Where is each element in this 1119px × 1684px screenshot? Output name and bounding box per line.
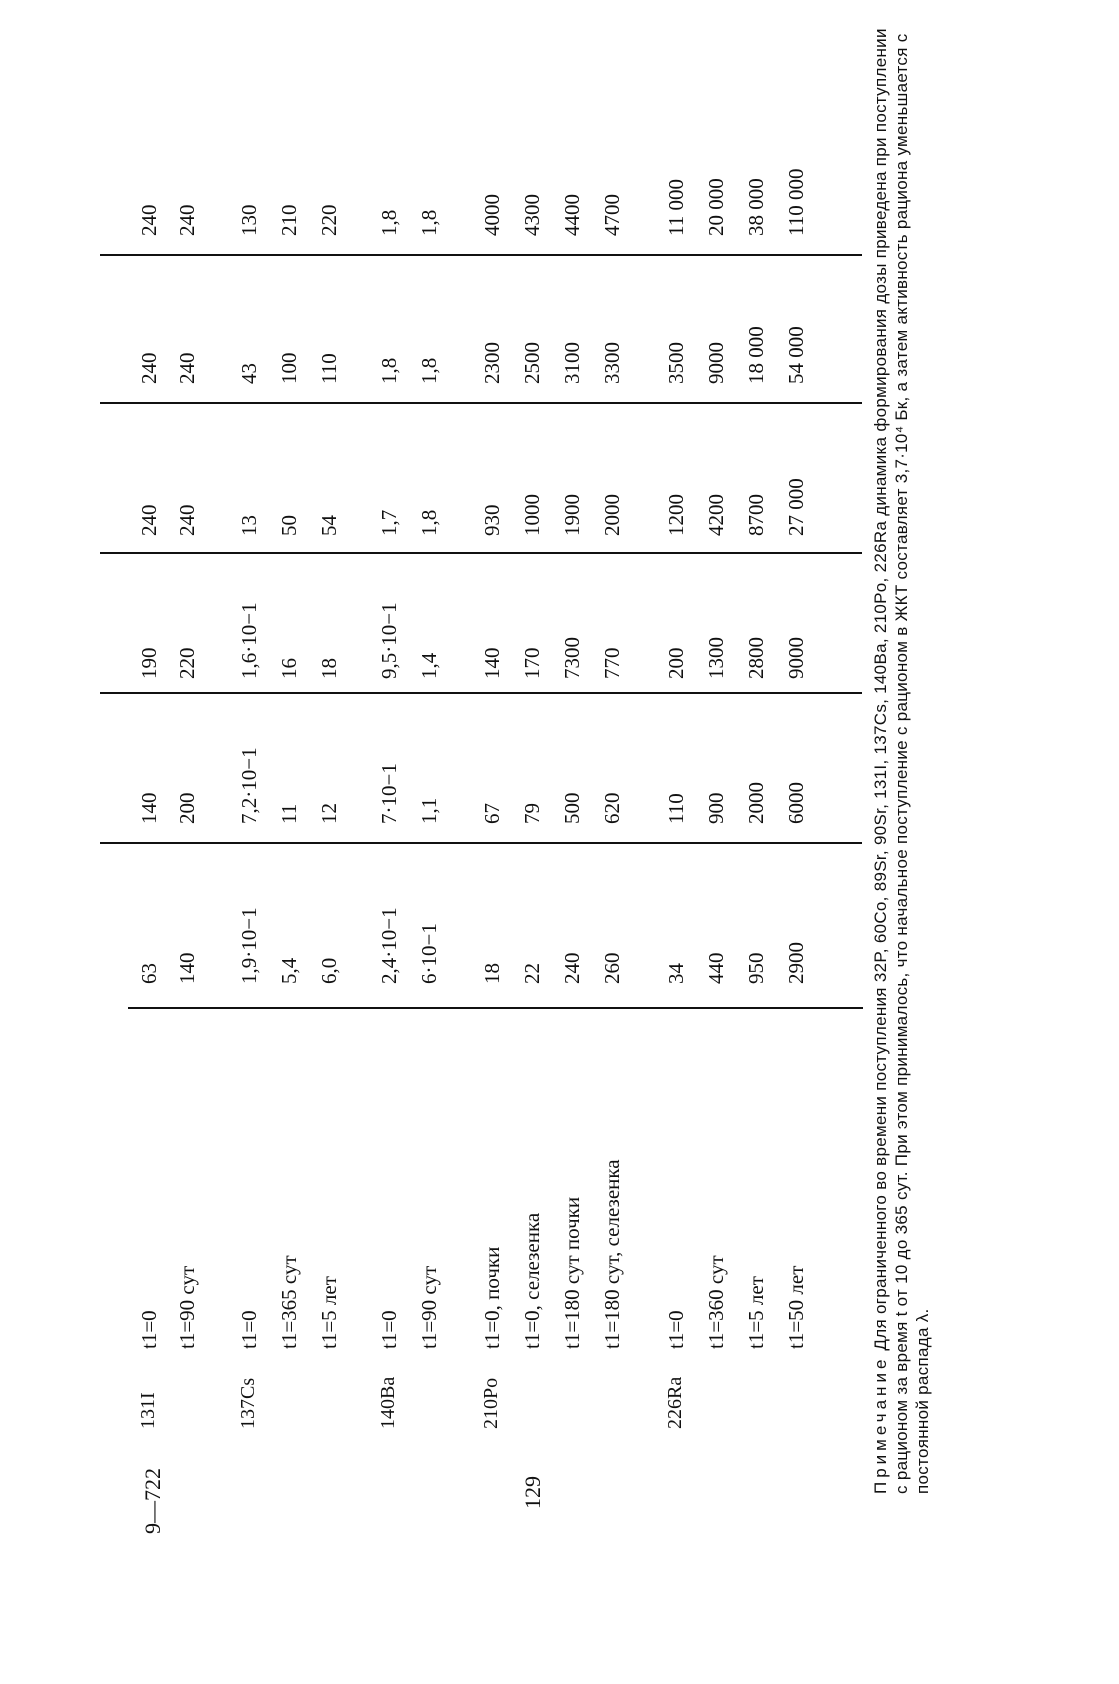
table-cell: 1900 (560, 494, 584, 536)
nuclide-label: 137Cs (237, 1377, 259, 1429)
table-cell: 620 (600, 792, 624, 824)
table-cell: 1,4 (417, 652, 441, 679)
note-text: Для ограниченного во времени поступления 32P, 60Co, 89Sr, 90Sr, 131I, 137Cs, 140Ba, 210Po, 226Ra динамика формирования дозы приведена при поступлении с рационом за время t от 10 до 365 сут. При этом принималось, что начальное поступление с рационом в ЖКТ составляет 3,7·10⁴ Бк, а затем активность рациона уменьшается с постоянной распада λ. (871, 28, 932, 1494)
table-cell: 13 (237, 515, 261, 536)
table-cell: 4200 (704, 494, 728, 536)
table-cell: 27 000 (784, 478, 808, 536)
table-cell: 16 (277, 658, 301, 679)
table-cell: 1,1 (417, 797, 441, 824)
table-cell: 240 (137, 204, 161, 236)
condition-label: t1=90 сут (175, 1265, 199, 1349)
table-cell: 130 (237, 204, 261, 236)
table-rule-2 (100, 692, 862, 694)
table-cell: 100 (277, 352, 301, 384)
table-cell: 18 (317, 658, 341, 679)
table-cell: 7300 (560, 637, 584, 679)
table-cell: 140 (175, 952, 199, 984)
table-cell: 67 (480, 803, 504, 824)
table-cell: 43 (237, 363, 261, 384)
table-cell: 6000 (784, 782, 808, 824)
condition-label: t1=0 (664, 1310, 688, 1349)
table-cell: 110 (664, 793, 688, 824)
table-cell: 79 (520, 803, 544, 824)
table-rule-1 (100, 842, 862, 844)
page-number: 129 (520, 1476, 545, 1509)
table-cell: 38 000 (744, 178, 768, 236)
table-cell: 3100 (560, 342, 584, 384)
table-cell: 12 (317, 803, 341, 824)
table-cell: 1,8 (417, 509, 441, 536)
table-cell: 11 000 (664, 179, 688, 236)
table-rule-3 (100, 552, 862, 554)
condition-label: t1=180 сут, селезенка (600, 1159, 624, 1349)
condition-label: t1=0 (137, 1310, 161, 1349)
condition-label: t1=5 лет (744, 1276, 768, 1349)
table-rule-left (128, 1007, 863, 1009)
table-cell: 1,8 (377, 357, 401, 384)
table-cell: 54 000 (784, 326, 808, 384)
table-cell: 2800 (744, 637, 768, 679)
table-cell: 110 000 (784, 168, 808, 236)
nuclide-label: 131I (137, 1392, 159, 1429)
note-lead: Примечание (871, 1355, 890, 1494)
table-cell: 9000 (704, 342, 728, 384)
table-cell: 170 (520, 647, 544, 679)
table-cell: 240 (137, 504, 161, 536)
table-cell: 22 (520, 963, 544, 984)
table-rule-4 (100, 402, 862, 404)
table-cell: 5,4 (277, 957, 301, 984)
condition-label: t1=5 лет (317, 1276, 341, 1349)
condition-label: t1=0 (377, 1310, 401, 1349)
table-cell: 1300 (704, 637, 728, 679)
table-cell: 500 (560, 792, 584, 824)
condition-label: t1=0 (237, 1310, 261, 1349)
table-cell: 50 (277, 515, 301, 536)
table-cell: 240 (175, 504, 199, 536)
table-cell: 220 (175, 647, 199, 679)
table-cell: 110 (317, 353, 341, 384)
table-cell: 260 (600, 952, 624, 984)
table-cell: 1,9·10−1 (237, 907, 261, 984)
table-cell: 140 (137, 792, 161, 824)
condition-label: t1=365 сут (277, 1255, 301, 1349)
table-cell: 4000 (480, 194, 504, 236)
table-cell: 1000 (520, 494, 544, 536)
table-cell: 4400 (560, 194, 584, 236)
table-cell: 34 (664, 963, 688, 984)
table-cell: 1,8 (417, 357, 441, 384)
table-cell: 7,2·10−1 (237, 747, 261, 824)
table-cell: 1,8 (417, 209, 441, 236)
table-cell: 7·10−1 (377, 763, 401, 824)
table-cell: 9000 (784, 637, 808, 679)
table-cell: 2,4·10−1 (377, 907, 401, 984)
condition-label: t1=50 лет (784, 1265, 808, 1349)
table-cell: 190 (137, 647, 161, 679)
table-cell: 6·10−1 (417, 923, 441, 984)
condition-label: t1=180 сут почки (560, 1196, 584, 1349)
table-cell: 930 (480, 504, 504, 536)
table-cell: 2500 (520, 342, 544, 384)
table-cell: 6,0 (317, 957, 341, 984)
condition-label: t1=0, селезенка (520, 1212, 544, 1349)
table-cell: 9,5·10−1 (377, 602, 401, 679)
table-cell: 2900 (784, 942, 808, 984)
table-cell: 3300 (600, 342, 624, 384)
table-cell: 240 (560, 952, 584, 984)
table-cell: 440 (704, 952, 728, 984)
table-cell: 950 (744, 952, 768, 984)
table-cell: 200 (175, 792, 199, 824)
table-cell: 240 (137, 352, 161, 384)
table-cell: 1200 (664, 494, 688, 536)
table-cell: 210 (277, 204, 301, 236)
table-cell: 240 (175, 352, 199, 384)
table-cell: 8700 (744, 494, 768, 536)
table-cell: 200 (664, 647, 688, 679)
table-cell: 11 (277, 803, 301, 824)
table-cell: 18 (480, 963, 504, 984)
nuclide-label: 226Ra (664, 1376, 686, 1429)
table-cell: 4300 (520, 194, 544, 236)
table-cell: 54 (317, 515, 341, 536)
table-cell: 2300 (480, 342, 504, 384)
page-code: 9—722 (140, 1468, 165, 1534)
nuclide-label: 140Ba (377, 1376, 399, 1429)
table-cell: 900 (704, 792, 728, 824)
table-cell: 3500 (664, 342, 688, 384)
nuclide-label: 210Po (480, 1377, 502, 1429)
table-cell: 220 (317, 204, 341, 236)
table-cell: 18 000 (744, 326, 768, 384)
table-cell: 770 (600, 647, 624, 679)
table-cell: 1,6·10−1 (237, 602, 261, 679)
table-cell: 2000 (744, 782, 768, 824)
condition-label: t1=0, почки (480, 1246, 504, 1349)
table-cell: 20 000 (704, 178, 728, 236)
table-cell: 1,7 (377, 509, 401, 536)
table-cell: 240 (175, 204, 199, 236)
condition-label: t1=90 сут (417, 1265, 441, 1349)
table-cell: 63 (137, 963, 161, 984)
table-cell: 2000 (600, 494, 624, 536)
table-cell: 1,8 (377, 209, 401, 236)
table-cell: 4700 (600, 194, 624, 236)
table-note (870, 24, 933, 1494)
table-rule-5 (100, 254, 862, 256)
table-cell: 140 (480, 647, 504, 679)
condition-label: t1=360 сут (704, 1255, 728, 1349)
